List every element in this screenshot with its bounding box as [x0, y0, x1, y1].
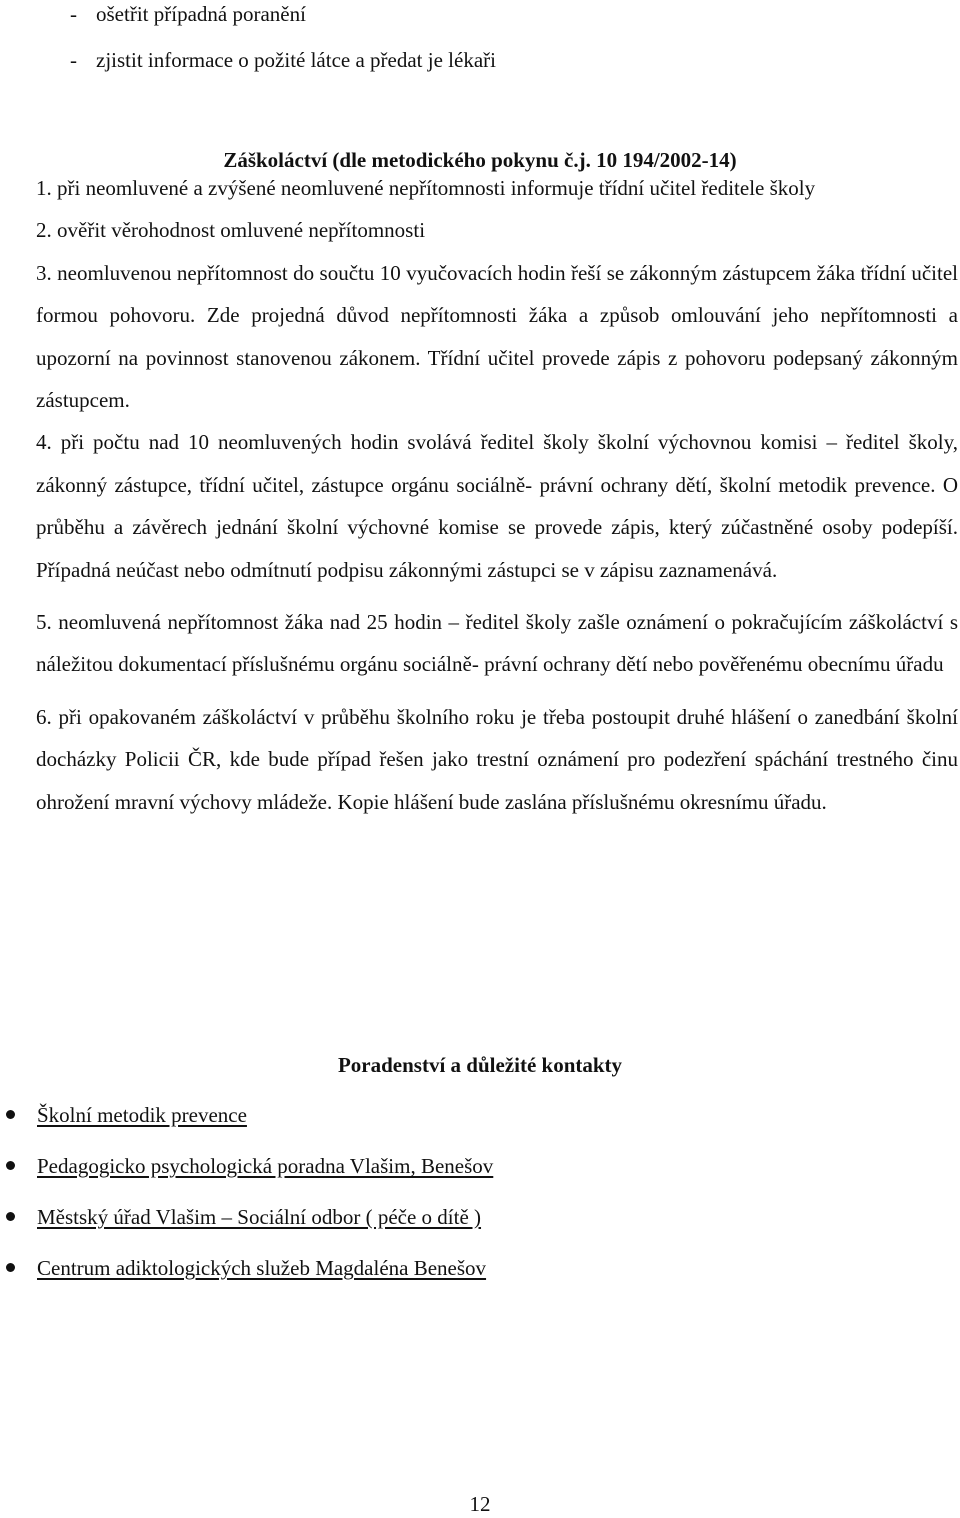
- contact-link-counseling-center[interactable]: Pedagogicko psychologická poradna Vlašim, Benešov: [37, 1154, 494, 1178]
- truancy-item-3: 3. neomluvenou nepřítomnost do součtu 10 vyučovacích hodin řeší se zákonným zástupcem žáka třídní učitel formou pohovoru. Zde projedná důvod nepřítomnosti žáka a způsob omlouvání jeho nepřítomnosti a upozorní na povinnost stanovenou zákonem. Třídní učitel provede zápis z pohovoru podepsaný zákonným zástupcem.: [36, 260, 958, 413]
- truancy-item-1: 1. při neomluvené a zvýšené neomluvené nepřítomnosti informuje třídní učitel ředitele školy: [36, 176, 816, 200]
- truancy-section: [36, 167, 958, 823]
- truancy-item-2: 2. ověřit věrohodnost omluvené nepřítomnosti: [36, 218, 426, 243]
- page-number: 12: [469, 1492, 491, 1516]
- contacts-heading: Poradenství a důležité kontakty: [337, 1053, 623, 1077]
- truancy-item-6: 6. při opakovaném záškoláctví v průběhu školního roku je třeba postoupit druhé hlášení o zanedbání školní docházky Policii ČR, kde bude případ řešen jako trestní oznámení pro podezření spáchání trestného činu ohrožení mravní výchovy mládeže. Kopie hlášení bude zaslána příslušnému okresnímu úřadu.: [36, 704, 958, 814]
- bullet-icon: [6, 1263, 15, 1272]
- list-item: [0, 1144, 900, 1195]
- list-item: [0, 1195, 900, 1246]
- contact-link-municipal-office[interactable]: Městský úřad Vlašim – Sociální odbor ( péče o dítě ): [37, 1205, 482, 1229]
- truancy-item-5: 5. neomluvená nepřítomnost žáka nad 25 hodin – ředitel školy zašle oznámení o pokračujícím záškoláctví s náležitou dokumentací příslušnému orgánu sociálně- právní ochrany dětí nebo pověřenému obecnímu úřadu: [36, 610, 958, 677]
- dash-bullet: -: [70, 2, 77, 26]
- list-item-text: zjistit informace o požité látce a předat je lékaři: [96, 48, 496, 72]
- contact-link-addiction-center[interactable]: Centrum adiktologických služeb Magdaléna Benešov: [37, 1256, 487, 1280]
- bullet-icon: [6, 1212, 15, 1221]
- list-item: [0, 1246, 900, 1297]
- list-item-text: ošetřit případná poranění: [96, 2, 306, 26]
- contacts-list: [0, 1093, 900, 1297]
- list-item: [0, 1093, 900, 1144]
- truancy-item-4: 4. při počtu nad 10 neomluvených hodin svolává ředitel školy školní výchovnou komisi – ředitel školy, zákonný zástupce, třídní učitel, zástupce orgánu sociálně- právní ochrany dětí, školní metodik prevence. O průběhu a závěrech jednání školní výchovné komise se provede zápis, který zúčastněné osoby podepíší. Případná neúčast nebo odmítnutí podpisu zákonnými zástupci se v zápisu zaznamenává.: [36, 430, 958, 582]
- intro-dash-list: [70, 0, 930, 92]
- truancy-heading: Záškoláctví (dle metodického pokynu č.j. 10 194/2002-14): [223, 148, 737, 172]
- list-item: [70, 0, 930, 46]
- bullet-icon: [6, 1110, 15, 1119]
- contact-link-school-methodist[interactable]: Školní metodik prevence: [37, 1103, 247, 1127]
- bullet-icon: [6, 1161, 15, 1170]
- list-item: [70, 46, 930, 92]
- dash-bullet: -: [70, 48, 77, 72]
